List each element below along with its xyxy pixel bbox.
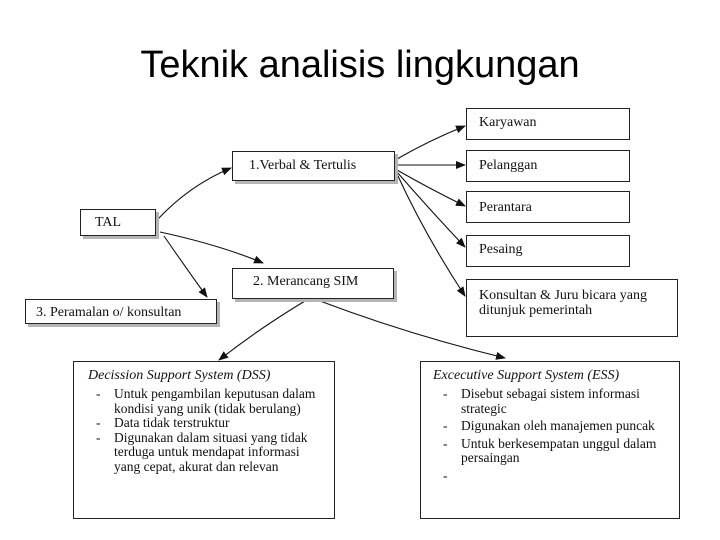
arrow-verbal-pesaing [397,172,465,247]
node-konsultan-label: Konsultan & Juru bicara yang ditunjuk pemerintah [479,288,647,318]
node-peramalan-label: 3. Peramalan o/ konsultan [36,305,182,320]
list-item: - Disebut sebagai sistem informasi strategic [443,386,640,416]
list-item: - Digunakan dalam situasi yang tidak terduga untuk mendapat informasi yang cepat, akurat dan relevan [96,429,308,474]
node-perantara [466,191,630,223]
arrow-tal-peramalan [164,236,207,297]
node-pesaing-label: Pesaing [479,242,523,257]
node-karyawan-label: Karyawan [479,115,537,130]
list-item: - Untuk pengambilan keputusan dalam kondisi yang unik (tidak berulang) [96,386,316,416]
node-pesaing [466,235,630,267]
ess-heading: Excecutive Support System (ESS) [433,368,620,383]
node-pelanggan-label: Pelanggan [479,158,538,173]
node-perantara-label: Perantara [479,200,532,215]
arrow-verbal-perantara [397,170,465,206]
list-item: - Data tidak terstruktur [96,415,230,430]
arrow-tal-verbal [158,168,231,219]
dss-heading: Decission Support System (DSS) [88,368,271,383]
list-item: - Untuk berkesempatan unggul dalam persaingan [443,435,657,465]
node-sim [232,268,394,299]
arrow-verbal-konsultan [397,174,465,296]
arrow-tal-sim [160,232,263,263]
node-verbal-label: 1.Verbal & Tertulis [249,158,357,173]
node-verbal [232,151,395,181]
arrow-sim-dss [219,301,305,360]
node-sim-label: 2. Merancang SIM [253,274,359,289]
ess-box [420,361,680,519]
node-tal-label: TAL [95,215,122,230]
dss-list [80,387,326,474]
node-pelanggan [466,150,630,182]
slide-title: Teknik analisis lingkungan [140,44,580,86]
list-item: - Digunakan oleh manajemen puncak [443,418,655,433]
arrow-verbal-karyawan [397,126,465,159]
list-item: - [443,467,448,483]
dss-box [73,361,335,519]
node-tal [80,209,156,236]
node-karyawan [466,108,630,140]
ess-list [427,387,671,483]
node-peramalan [25,299,217,324]
node-konsultan [466,279,678,337]
